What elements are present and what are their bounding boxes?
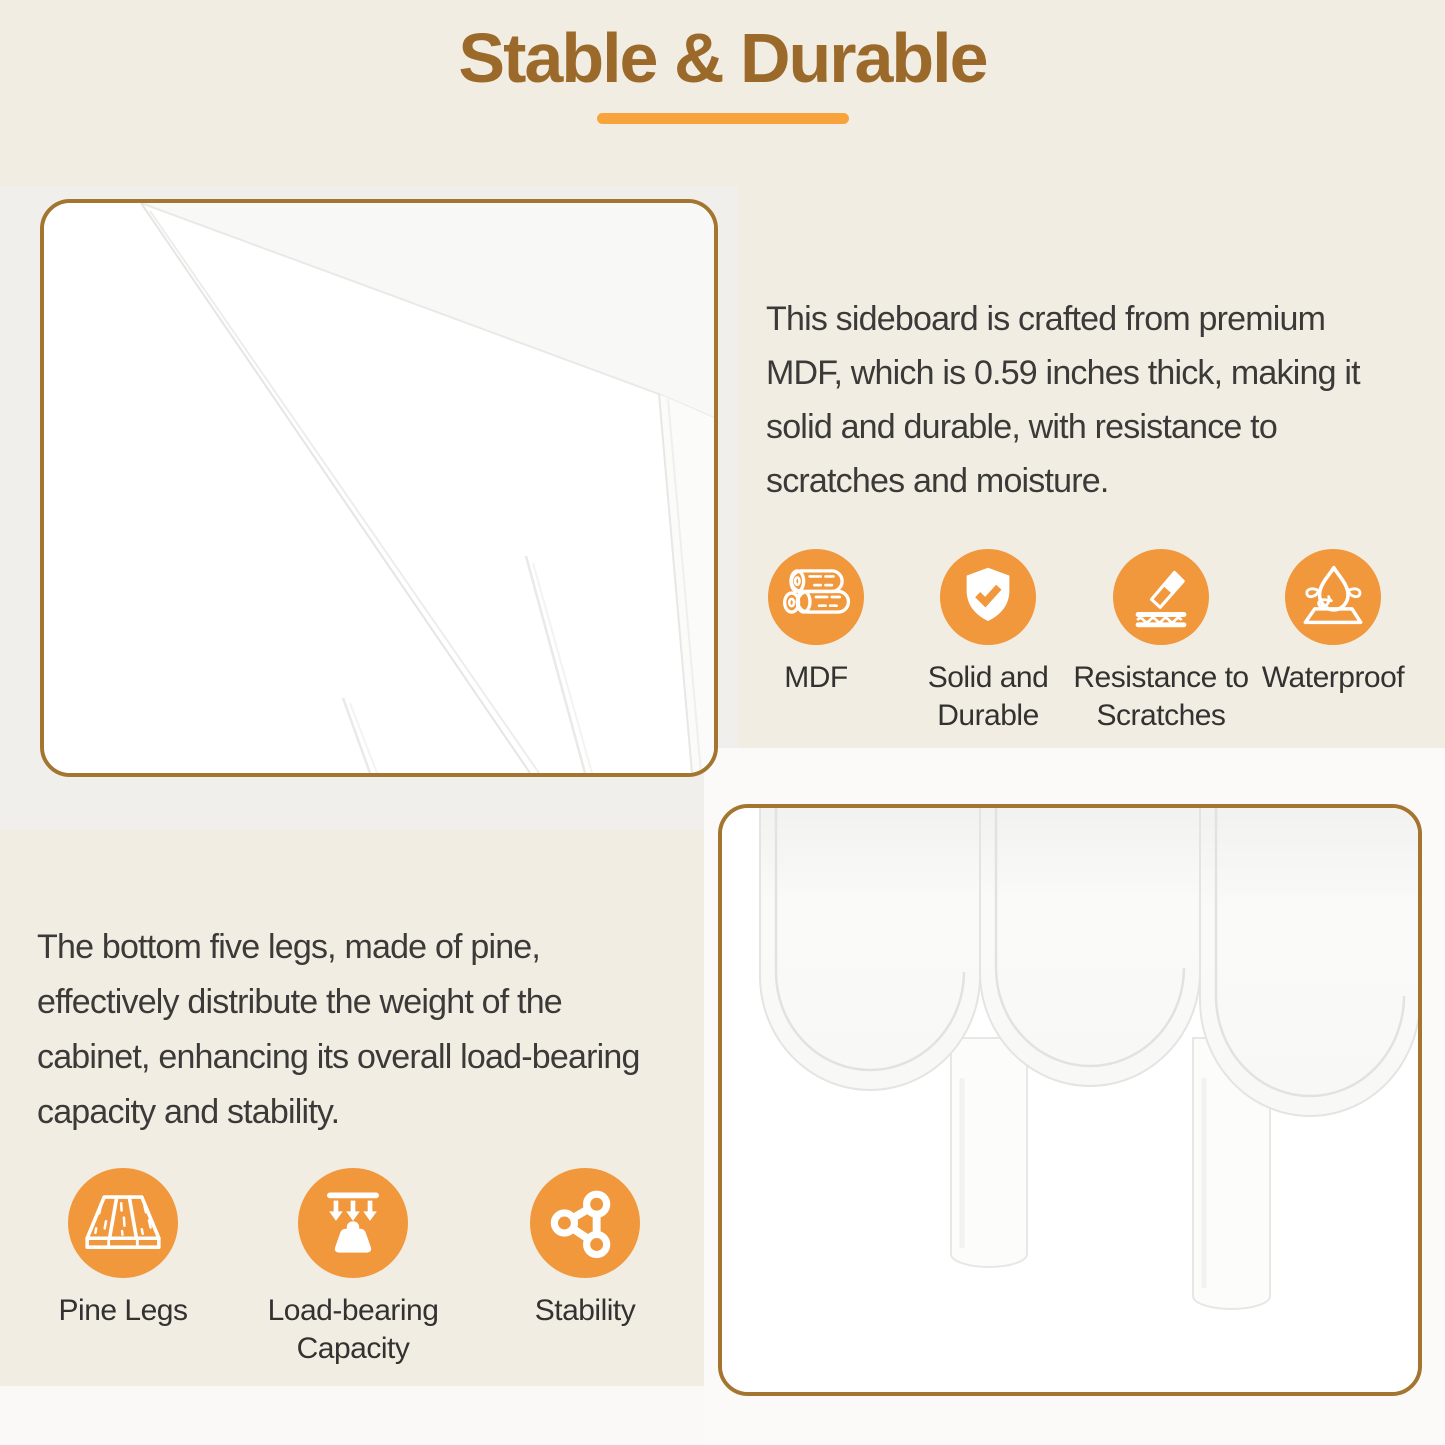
feature-label-line: Capacity xyxy=(296,1332,410,1365)
feature-pine-legs xyxy=(8,1168,238,1330)
stability-icon xyxy=(542,1180,628,1266)
feature-label xyxy=(238,1292,468,1368)
feature-circle xyxy=(768,549,864,645)
shield-check-icon xyxy=(950,559,1026,635)
feature-label-line: Waterproof xyxy=(1261,661,1405,694)
sideboard-legs-illustration xyxy=(722,808,1418,1392)
feature-label-line: Scratches xyxy=(1096,699,1226,732)
feature-circle xyxy=(68,1168,178,1278)
material-paragraph-line: This sideboard is crafted from premium xyxy=(766,300,1326,338)
feature-circle xyxy=(1113,549,1209,645)
feature-label xyxy=(1228,659,1438,697)
legs-paragraph xyxy=(37,920,640,1140)
feature-label-line: Solid and xyxy=(927,661,1049,694)
legs-paragraph-line: effectively distribute the weight of the xyxy=(37,983,562,1021)
feature-stability xyxy=(470,1168,700,1330)
feature-label-line: Load-bearing xyxy=(267,1294,439,1327)
feature-waterproof xyxy=(1228,549,1438,697)
sideboard-corner-photo xyxy=(40,199,718,777)
pine-planks-icon xyxy=(80,1180,166,1266)
feature-label-line: Stability xyxy=(534,1294,636,1327)
feature-circle xyxy=(940,549,1036,645)
feature-label xyxy=(8,1292,238,1330)
sideboard-legs-photo xyxy=(718,804,1422,1396)
feature-circle xyxy=(1285,549,1381,645)
feature-circle xyxy=(530,1168,640,1278)
logs-icon xyxy=(778,559,854,635)
feature-label-line: MDF xyxy=(784,661,848,694)
feature-label-line: Pine Legs xyxy=(58,1294,188,1327)
feature-load-bearing xyxy=(238,1168,468,1368)
title-underline xyxy=(597,113,849,124)
material-paragraph-line: MDF, which is 0.59 inches thick, making it xyxy=(766,354,1360,392)
legs-paragraph-line: capacity and stability. xyxy=(37,1093,340,1131)
material-paragraph-line: scratches and moisture. xyxy=(766,462,1109,500)
material-paragraph-line: solid and durable, with resistance to xyxy=(766,408,1277,446)
load-bearing-icon xyxy=(310,1180,396,1266)
scratch-resistance-icon xyxy=(1123,559,1199,635)
sideboard-corner-illustration xyxy=(44,203,714,773)
page-title: Stable & Durable xyxy=(458,19,987,97)
feature-circle xyxy=(298,1168,408,1278)
legs-paragraph-line: cabinet, enhancing its overall load-bearing xyxy=(37,1038,640,1076)
feature-label-line: Durable xyxy=(937,699,1039,732)
feature-label-line: Resistance to xyxy=(1073,661,1249,694)
waterproof-icon xyxy=(1295,559,1371,635)
material-paragraph xyxy=(766,292,1360,508)
feature-label xyxy=(470,1292,700,1330)
legs-paragraph-line: The bottom five legs, made of pine, xyxy=(37,928,541,966)
